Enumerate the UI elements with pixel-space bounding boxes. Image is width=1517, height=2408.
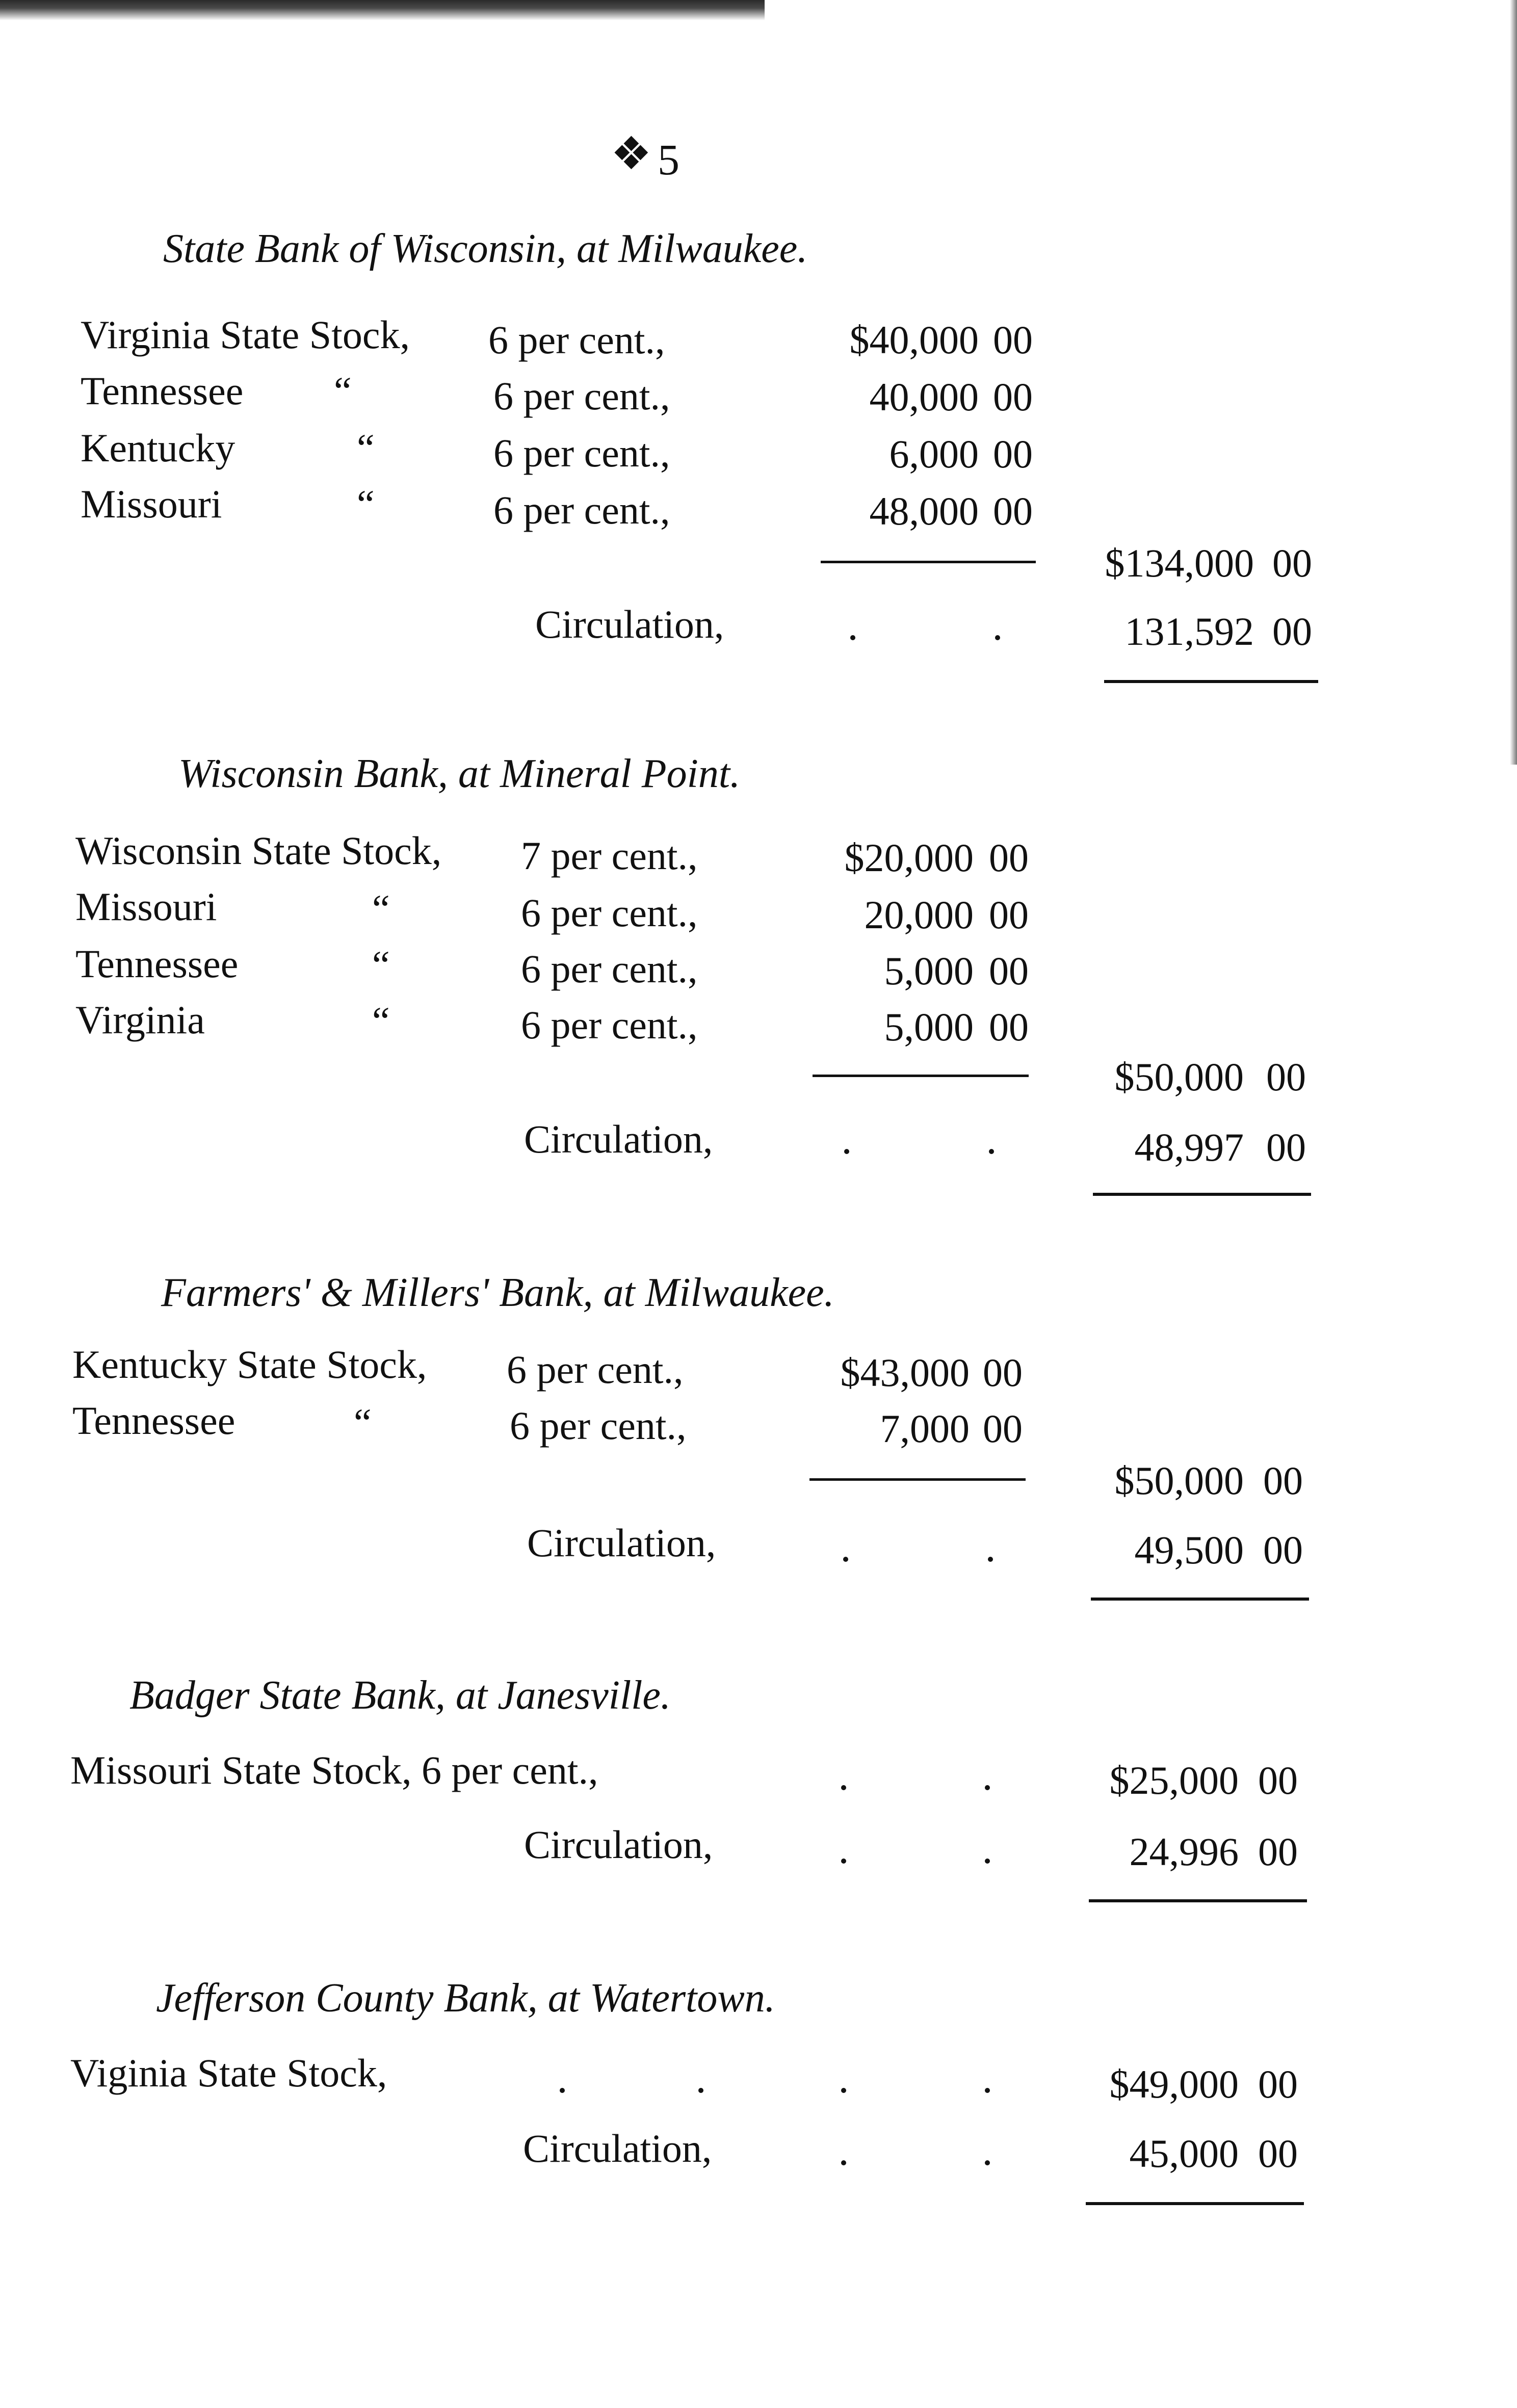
- circulation-amount: 131,592: [1124, 609, 1254, 653]
- row-name: Kentucky: [81, 426, 236, 470]
- ditto-mark: “: [357, 426, 375, 470]
- row-cents: 00: [1258, 1758, 1298, 1802]
- page-number: 5: [658, 135, 679, 184]
- ink-blot-mark: ❖: [611, 129, 652, 179]
- page-right-edge-shadow: [1510, 0, 1517, 765]
- row-cents: 00: [983, 1350, 1023, 1395]
- row-amount: $25,000: [1109, 1758, 1239, 1802]
- row-name: Virginia: [75, 998, 205, 1042]
- row-amount: 48,000: [869, 489, 979, 533]
- row-name: Tennessee: [81, 369, 244, 413]
- ditto-mark: “: [372, 999, 390, 1043]
- row-rate: 6 per cent.,: [493, 374, 670, 418]
- row-cents: 00: [989, 1005, 1029, 1049]
- row-rate: 6 per cent.,: [493, 488, 670, 532]
- row-rate: 7 per cent.,: [521, 833, 698, 878]
- row-amount: 7,000: [880, 1406, 970, 1451]
- leader-dot: [698, 2088, 703, 2093]
- ditto-mark: “: [357, 482, 375, 526]
- ditto-mark: “: [372, 886, 390, 931]
- leader-dot: [560, 2088, 565, 2093]
- total-cents: 00: [1272, 541, 1312, 585]
- total-cents: 00: [1266, 1055, 1306, 1099]
- leader-dot: [985, 2160, 990, 2165]
- row-name: Missouri State Stock, 6 per cent.,: [70, 1748, 598, 1792]
- row-rate: 6 per cent.,: [510, 1403, 687, 1448]
- circulation-amount: 45,000: [1129, 2131, 1239, 2176]
- circulation-amount: 24,996: [1129, 1829, 1239, 1874]
- row-amount: 5,000: [884, 1005, 974, 1049]
- row-name: Wisconsin State Stock,: [75, 828, 442, 873]
- row-cents: 00: [993, 318, 1033, 362]
- section-title: Farmers' & Millers' Bank, at Milwaukee.: [161, 1270, 834, 1315]
- total-amount: $134,000: [1105, 541, 1254, 585]
- row-name: Tennessee: [75, 941, 239, 986]
- circulation-cents: 00: [1258, 1829, 1298, 1874]
- row-cents: 00: [989, 835, 1029, 880]
- section-title: Wisconsin Bank, at Mineral Point.: [178, 751, 741, 796]
- row-name: Tennessee: [72, 1398, 236, 1443]
- row-amount: 5,000: [884, 949, 974, 993]
- row-name: Kentucky State Stock,: [72, 1342, 427, 1386]
- row-cents: 00: [1258, 2062, 1298, 2106]
- circulation-label: Circulation,: [524, 1117, 713, 1161]
- leader-dot: [844, 1149, 849, 1154]
- row-amount: 6,000: [889, 432, 979, 476]
- row-cents: 00: [989, 893, 1029, 937]
- circulation-label: Circulation,: [523, 2126, 712, 2170]
- circulation-cents: 00: [1272, 609, 1312, 653]
- leader-dot: [988, 1557, 993, 1562]
- row-cents: 00: [989, 949, 1029, 993]
- section-title: Jefferson County Bank, at Watertown.: [156, 1976, 775, 2021]
- row-cents: 00: [993, 432, 1033, 476]
- row-rate: 6 per cent.,: [493, 431, 670, 475]
- row-rate: 6 per cent.,: [521, 947, 698, 991]
- row-amount: $49,000: [1109, 2062, 1239, 2106]
- page-top-shadow: [0, 0, 765, 20]
- row-name: Virginia State Stock,: [81, 312, 410, 357]
- row-cents: 00: [993, 489, 1033, 533]
- row-amount: $43,000: [840, 1350, 970, 1395]
- leader-dot: [850, 635, 855, 640]
- circulation-label: Circulation,: [524, 1822, 713, 1867]
- row-name: Missouri: [75, 884, 217, 929]
- total-amount: $50,000: [1114, 1458, 1244, 1503]
- leader-dot: [841, 1785, 846, 1790]
- total-rule: [1091, 1598, 1309, 1601]
- total-rule: [1104, 680, 1318, 683]
- circulation-label: Circulation,: [535, 602, 724, 646]
- leader-dot: [843, 1557, 848, 1562]
- row-amount: $40,000: [849, 318, 979, 362]
- row-cents: 00: [983, 1406, 1023, 1451]
- subtotal-rule: [809, 1478, 1026, 1481]
- leader-dot: [985, 1785, 990, 1790]
- ditto-mark: “: [354, 1400, 372, 1445]
- ditto-mark: “: [334, 369, 352, 413]
- leader-dot: [995, 635, 1000, 640]
- leader-dot: [985, 2088, 990, 2093]
- leader-dot: [841, 2160, 846, 2165]
- leader-dot: [985, 1859, 990, 1864]
- circulation-cents: 00: [1258, 2131, 1298, 2176]
- row-rate: 6 per cent.,: [488, 318, 665, 362]
- row-rate: 6 per cent.,: [521, 1003, 698, 1047]
- total-rule: [1093, 1193, 1311, 1196]
- total-rule: [1089, 1899, 1307, 1902]
- subtotal-rule: [813, 1075, 1029, 1077]
- row-amount: 20,000: [864, 893, 974, 937]
- total-cents: 00: [1263, 1458, 1303, 1503]
- row-name: Missouri: [81, 482, 222, 526]
- circulation-amount: 49,500: [1134, 1528, 1244, 1572]
- row-rate: 6 per cent.,: [521, 891, 698, 935]
- circulation-cents: 00: [1266, 1125, 1306, 1169]
- circulation-label: Circulation,: [527, 1521, 716, 1565]
- subtotal-rule: [821, 561, 1036, 563]
- row-amount: 40,000: [869, 375, 979, 419]
- circulation-cents: 00: [1263, 1528, 1303, 1572]
- row-amount: $20,000: [844, 835, 974, 880]
- row-rate: 6 per cent.,: [507, 1347, 684, 1392]
- ditto-mark: “: [372, 943, 390, 987]
- circulation-amount: 48,997: [1134, 1125, 1244, 1169]
- section-title: Badger State Bank, at Janesville.: [129, 1673, 671, 1718]
- leader-dot: [841, 2088, 846, 2093]
- total-amount: $50,000: [1114, 1055, 1244, 1099]
- row-cents: 00: [993, 375, 1033, 419]
- leader-dot: [989, 1149, 994, 1154]
- row-name: Viginia State Stock,: [70, 2051, 387, 2095]
- leader-dot: [841, 1859, 846, 1864]
- total-rule: [1086, 2202, 1304, 2205]
- section-title: State Bank of Wisconsin, at Milwaukee.: [163, 226, 808, 271]
